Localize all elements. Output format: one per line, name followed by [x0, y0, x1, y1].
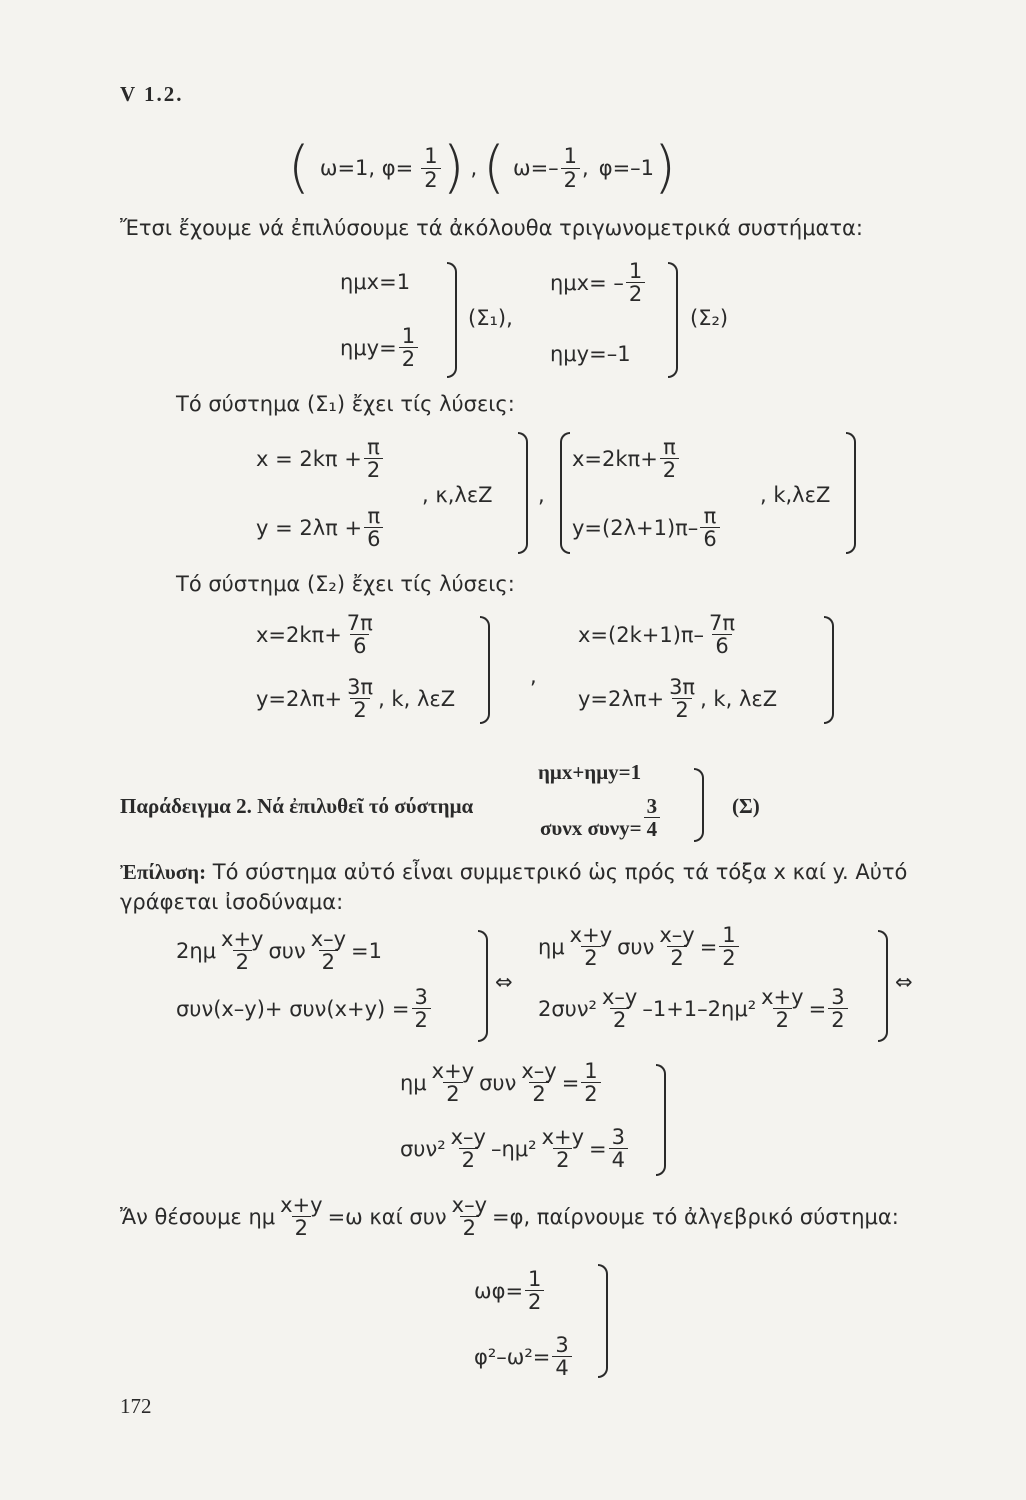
- brace: [694, 768, 704, 842]
- phi-value: φ=–1: [598, 156, 655, 180]
- fraction: $\frac{1}{2}$: [561, 145, 580, 190]
- s1-eq-y: y = 2λπ + $\frac{\pi}{6}$: [256, 505, 385, 550]
- section-number: V 1.2.: [120, 82, 184, 106]
- example-eq2: συνx συνy= $\frac{3}{4}$: [540, 794, 662, 841]
- equivalence-arrow: ⇔: [895, 970, 913, 994]
- sys2-label: (Σ₂): [690, 306, 729, 330]
- s1-eq-x: x = 2kπ + $\frac{\pi}{2}$: [256, 436, 385, 481]
- brace: [447, 262, 457, 378]
- s1-condition2: , k,λεZ: [760, 483, 831, 507]
- s1-eq-x2: x=2kπ+ $\frac{\pi}{2}$: [572, 436, 681, 481]
- brace: [824, 616, 834, 724]
- sys2-eq2: ημy=–1: [550, 342, 631, 366]
- eqB-1: ημ $\frac{x+y}{2}$ συν $\frac{x-y}{2}$ = $\frac{1}{2}$: [400, 1060, 603, 1105]
- s1-text: Τό σύστημα (Σ₁) ἔχει τίς λύσεις:: [176, 392, 515, 416]
- paren-close: ): [654, 135, 676, 200]
- s1-eq-y2: y=(2λ+1)π– $\frac{\pi}{6}$: [572, 505, 722, 550]
- brace: [656, 1064, 666, 1176]
- sys1-label: (Σ₁),: [468, 306, 513, 330]
- example-eq1: ημx+ημy=1: [538, 760, 642, 784]
- paren-open: (: [483, 135, 505, 200]
- s2-eq-y: y=2λπ+ $\frac{3\pi}{2}$ , k, λεZ: [256, 675, 456, 723]
- eqA-right-1: ημ $\frac{x+y}{2}$ συν $\frac{x-y}{2}$ = $\frac{1}{2}$: [538, 924, 741, 969]
- solution-line1: Ἐπίλυση: Τό σύστημα αὐτό εἶναι συμμετρικό ὡς πρός τά τόξα x καί y. Αὐτό: [120, 860, 908, 884]
- eqC-1: ωφ= $\frac{1}{2}$: [474, 1268, 546, 1313]
- eqB-2: συν² $\frac{x-y}{2}$ –ημ² $\frac{x+y}{2}$ = $\frac{3}{4}$: [400, 1126, 630, 1171]
- brace: [878, 930, 888, 1042]
- example-heading: Παράδειγμα 2. Νά ἐπιλυθεῖ τό σύστημα: [120, 794, 474, 818]
- solution-line2: γράφεται ἰσοδύναμα:: [120, 890, 344, 914]
- solution-head: Ἐπίλυση:: [120, 860, 207, 884]
- brace: [560, 432, 570, 554]
- comma: ,: [538, 483, 545, 507]
- brace: [668, 262, 678, 378]
- brace: [598, 1264, 608, 1378]
- s2-text: Τό σύστημα (Σ₂) ἔχει τίς λύσεις:: [176, 572, 515, 596]
- eqA-left-1: 2ημ $\frac{x+y}{2}$ συν $\frac{x-y}{2}$ =1: [176, 927, 383, 975]
- eqA-left-2: συν(x–y)+ συν(x+y) = $\frac{3}{2}$: [176, 986, 433, 1031]
- fraction: $\frac{1}{2}$: [421, 145, 440, 190]
- sys2-eq1: ημx= – $\frac{1}{2}$: [550, 260, 647, 305]
- s1-condition: , κ,λεZ: [422, 483, 493, 507]
- s2-eq-x2: x=(2k+1)π– $\frac{7\pi}{6}$: [578, 611, 736, 659]
- comma: ,: [582, 156, 589, 180]
- page-number: 172: [120, 1394, 152, 1418]
- sys1-eq1: ημx=1: [340, 270, 411, 294]
- substitution-line: Ἄν θέσουμε ημ $\frac{x+y}{2}$ =ω καί συν $\frac{x-y}{2}$ =φ, παίρνουμε τό ἀλγεβρικό σύστημα:: [120, 1193, 899, 1241]
- brace: [846, 432, 856, 554]
- brace: [478, 930, 488, 1042]
- sys1-eq2: ημy= $\frac{1}{2}$: [340, 325, 420, 370]
- solution-pairs: [288, 135, 676, 200]
- comma: ,: [530, 664, 537, 688]
- example-label: (Σ): [732, 794, 760, 818]
- pair2-text: ω=–: [512, 156, 559, 180]
- brace: [518, 432, 528, 554]
- eqA-right-2: 2συν² $\frac{x-y}{2}$ –1+1–2ημ² $\frac{x+y}{2}$ = $\frac{3}{2}$: [538, 986, 850, 1031]
- pair1-text: ω=1, φ=: [319, 156, 414, 180]
- paren-open: (: [288, 135, 310, 200]
- s2-eq-y2: y=2λπ+ $\frac{3\pi}{2}$ , k, λεZ: [578, 675, 778, 723]
- eqC-2: φ²–ω²= $\frac{3}{4}$: [474, 1334, 574, 1379]
- paren-close: ): [442, 135, 465, 200]
- brace: [480, 616, 490, 724]
- equivalence-arrow: ⇔: [495, 970, 513, 994]
- intro-text: Ἔτσι ἔχουμε νά ἐπιλύσουμε τά ἀκόλουθα τριγωνομετρικά συστήματα:: [120, 216, 863, 240]
- s2-eq-x: x=2kπ+ $\frac{7\pi}{6}$: [256, 611, 373, 659]
- separator: ,: [470, 156, 478, 180]
